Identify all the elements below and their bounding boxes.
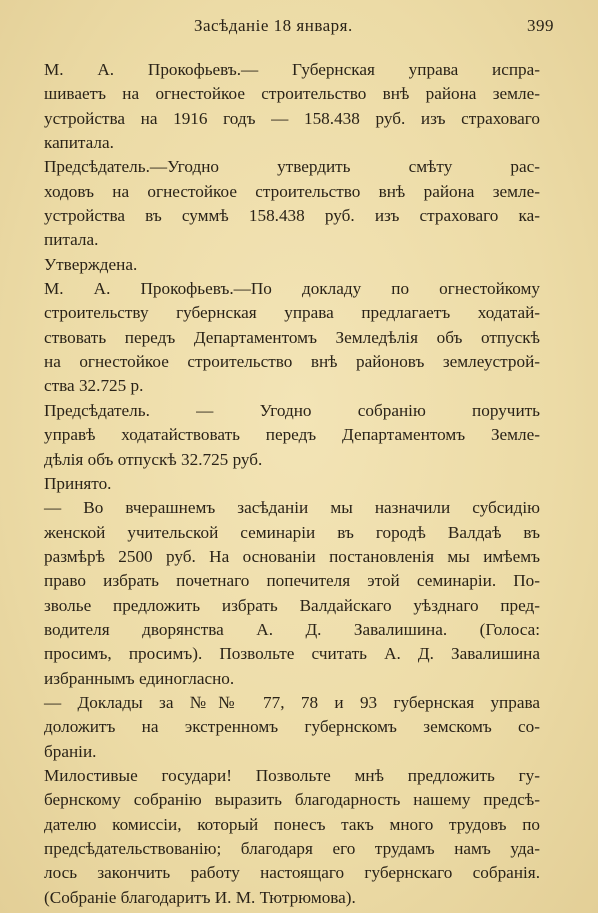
text-line: строительству губернская управа предлагаетъ ходатай- bbox=[44, 303, 540, 323]
text-line: ходовъ на огнестойкое строительство внѣ района земле- bbox=[44, 181, 540, 201]
text-line: бернскому собранію выразить благодарность нашему предсѣ- bbox=[44, 790, 540, 810]
text-line: — Доклады за №№ 77, 78 и 93 губернская управа bbox=[44, 692, 540, 712]
text-line: устройства на 1916 годъ — 158.438 руб. изъ страховаго bbox=[44, 108, 540, 128]
text-line: размѣрѣ 2500 руб. На основаніи постановленія мы имѣемъ bbox=[44, 546, 540, 566]
text-line: женской учительской семинаріи въ городѣ Валдаѣ въ bbox=[44, 522, 540, 542]
text-line: лось закончить работу настоящаго губернскаго собранія. bbox=[44, 863, 540, 883]
text-line: Милостивые государи! Позвольте мнѣ предложить гу- bbox=[44, 765, 540, 785]
text-line: Предсѣдатель. — Угодно собранію поручить bbox=[44, 400, 540, 420]
text-line: водителя дворянства А. Д. Завалишина. (Голоса: bbox=[44, 619, 540, 639]
page-number: 399 bbox=[527, 16, 554, 35]
text-line: браніи. bbox=[44, 741, 97, 761]
text-line: питала. bbox=[44, 230, 99, 250]
text-line: Принято. bbox=[44, 473, 112, 493]
body-text bbox=[44, 58, 540, 910]
text-line: устройства въ суммѣ 158.438 руб. изъ страховаго ка- bbox=[44, 206, 540, 226]
text-line: право избрать почетнаго попечителя этой семинаріи. По- bbox=[44, 571, 540, 591]
text-line: (Собраніе благодаритъ И. М. Тютрюмова). bbox=[44, 887, 356, 907]
text-line: предсѣдательствованію; благодаря его трудамъ намъ уда- bbox=[44, 839, 540, 858]
text-line: избраннымъ единогласно. bbox=[44, 668, 235, 688]
text-line: ства 32.725 р. bbox=[44, 376, 144, 396]
text-line: управѣ ходатайствовать передъ Департаментомъ Земле- bbox=[44, 425, 540, 445]
text-line: дѣлія объ отпускѣ 32.725 руб. bbox=[44, 449, 263, 469]
text-line: зволье предложить избрать Валдайскаго уѣзднаго пред- bbox=[44, 595, 540, 615]
text-line: шиваетъ на огнестойкое строительство внѣ района земле- bbox=[44, 84, 540, 104]
text-line: капитала. bbox=[44, 133, 114, 153]
text-line: дателю комиссіи, который понесъ такъ много трудовъ по bbox=[44, 814, 540, 834]
text-line: М. А. Прокофьевъ.—По докладу по огнестойкому bbox=[44, 279, 540, 299]
text-line: Предсѣдатель.—Угодно утвердить смѣту рас- bbox=[44, 157, 540, 177]
text-line: М. А. Прокофьевъ.— Губернская управа испра- bbox=[44, 60, 540, 79]
text-line: на огнестойкое строительство внѣ районовъ землеустрой- bbox=[44, 352, 540, 372]
running-head-title: Засѣданіе 18 января. bbox=[194, 16, 353, 35]
text-line: Утверждена. bbox=[44, 254, 138, 274]
text-line: доложитъ на экстренномъ губернскомъ земскомъ со- bbox=[44, 717, 540, 737]
text-line: просимъ, просимъ). Позвольте считать А. Д. Завалишина bbox=[44, 644, 540, 664]
text-line: ствовать передъ Департаментомъ Земледѣлія объ отпускѣ bbox=[44, 327, 540, 347]
running-head bbox=[44, 16, 554, 40]
text-line: — Во вчерашнемъ засѣданіи мы назначили субсидію bbox=[44, 498, 540, 518]
